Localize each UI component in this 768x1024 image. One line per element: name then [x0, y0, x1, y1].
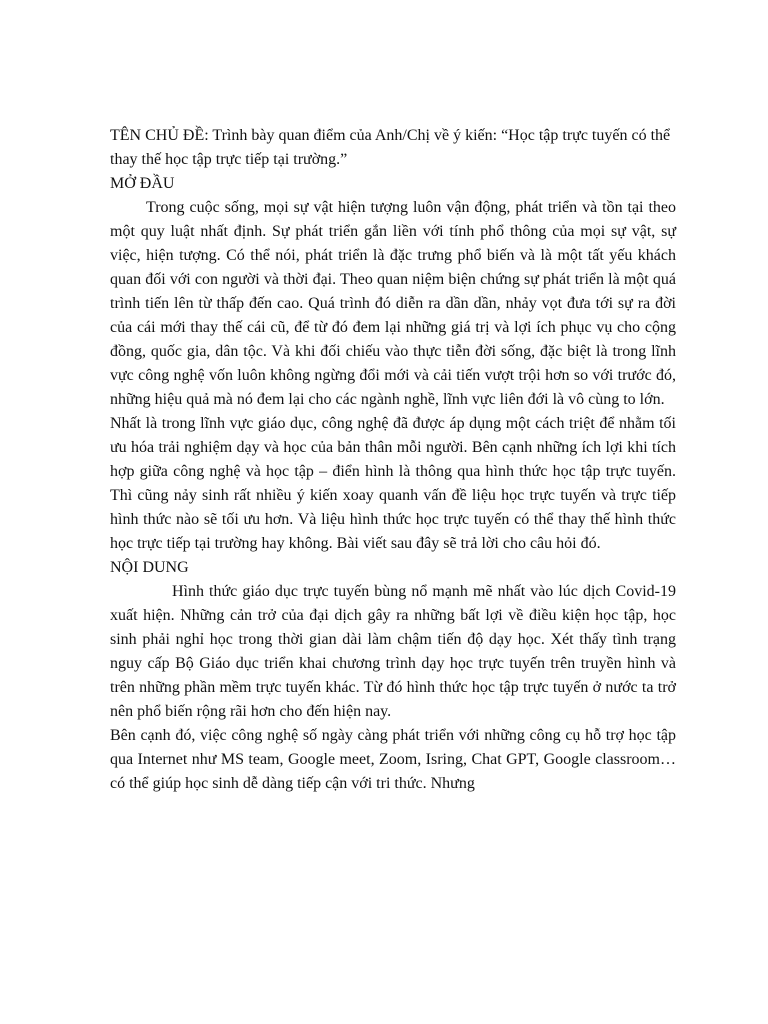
topic-title: TÊN CHỦ ĐỀ: Trình bày quan điểm của Anh/Chị về ý kiến: “Học tập trực tuyến có thể thay thế học tập trực tiếp tại trường.”: [110, 127, 671, 168]
body-paragraph: Hình thức giáo dục trực tuyến bùng nổ mạnh mẽ nhất vào lúc dịch Covid-19 xuất hiện. Những cản trở của đại dịch gây ra những bất lợi về điều kiện học tập, học sinh phải nghỉ học trong thời gian dài làm chậm tiến độ dạy học. Xét thấy tình trạng nguy cấp Bộ Giáo dục triển khai chương trình dạy học trực tuyến trên truyền hình và trên những phần mềm trực tuyến khác. Từ đó hình thức học tập trực tuyến ở nước ta trở nên phổ biến rộng rãi hơn cho đến hiện nay.: [110, 583, 676, 720]
intro-heading: MỞ ĐẦU: [110, 175, 175, 192]
body-paragraph: Bên cạnh đó, việc công nghệ số ngày càng phát triển với những công cụ hỗ trợ học tập qua Internet như MS team, Google meet, Zoom, Isring, Chat GPT, Google classroom… có thể giúp học sinh dễ dàng tiếp cận với tri thức. Nhưng: [110, 727, 676, 792]
body-heading: NỘI DUNG: [110, 559, 189, 576]
document-page: [110, 124, 676, 796]
intro-paragraph: Trong cuộc sống, mọi sự vật hiện tượng luôn vận động, phát triển và tồn tại theo một quy luật nhất định. Sự phát triển gắn liền với tính phổ thông của mọi sự vật, sự việc, hiện tượng. Có thể nói, phát triển là đặc trưng phổ biến và là một tất yếu khách quan đối với con người và thời đại. Theo quan niệm biện chứng sự phát triển là một quá trình tiến lên từ thấp đến cao. Quá trình đó diễn ra dần dần, nhảy vọt đưa tới sự ra đời của cái mới thay thế cái cũ, để từ đó đem lại những giá trị và lợi ích phục vụ cho cộng đồng, quốc gia, dân tộc. Và khi đối chiếu vào thực tiễn đời sống, đặc biệt là trong lĩnh vực công nghệ vốn luôn không ngừng đổi mới và cải tiến vượt trội hơn so với trước đó, những hiệu quả mà nó đem lại cho các ngành nghề, lĩnh vực liên đới là vô cùng to lớn.: [110, 199, 676, 408]
intro-paragraph: Nhất là trong lĩnh vực giáo dục, công nghệ đã được áp dụng một cách triệt để nhằm tối ưu hóa trải nghiệm dạy và học của bản thân mỗi người. Bên cạnh những ích lợi khi tích hợp giữa công nghệ và học tập – điển hình là thông qua hình thức học tập trực tuyến. Thì cũng nảy sinh rất nhiều ý kiến xoay quanh vấn đề liệu học trực tuyến và trực tiếp hình thức nào sẽ tối ưu hơn. Và liệu hình thức học trực tuyến có thể thay thế hình thức học trực tiếp tại trường hay không. Bài viết sau đây sẽ trả lời cho câu hỏi đó.: [110, 415, 676, 552]
